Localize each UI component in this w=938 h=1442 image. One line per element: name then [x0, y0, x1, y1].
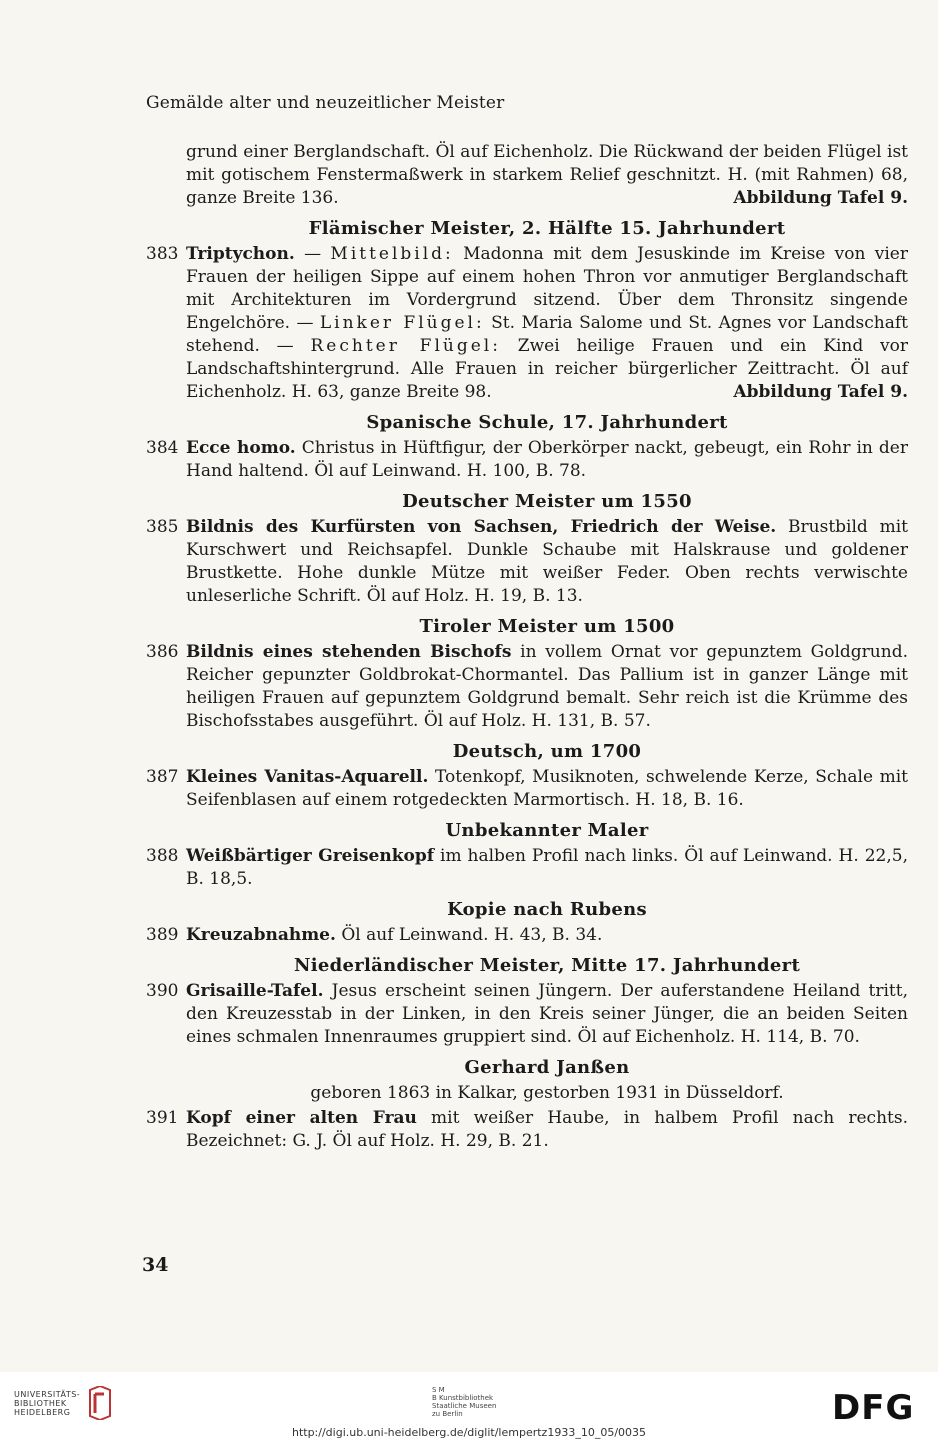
catalog-entry: 383 Triptychon. — Mittelbild: Madonna mit dem Jesuskinde im Kreise von vier Frauen der heiligen Sippe auf einem hohen Thron vor anmutiger Berglandschaft mit Architekturen im Vordergrund sitzend. Über dem Thronsitz singende Engelchöre. — Linker Flügel: St. Maria Salome und St. Agnes vor Landschaft stehend. — Rechter Flügel: Zwei heilige Frauen und ein Kind vor Landschaftshintergrund. Alle Frauen in reicher bürgerlicher Zeittracht. Öl auf Eichenholz. H. 63, ganze Breite 98. Abbildung Tafel 9. — [146, 244, 909, 402]
university-emblem-icon — [86, 1386, 114, 1420]
section-heading: Gerhard Janßen — [464, 1057, 630, 1078]
catalog-entry: 386 Bildnis eines stehenden Bischofs in vollem Ornat vor gepunztem Goldgrund. Reicher gepunzter Goldbrokat-Chormantel. Das Pallium ist in ganzer Länge mit heiligen Frauen auf gepunztem Goldgrund bemalt. Sehr reich ist die Krümme des Bischofsstabes ausgeführt. Öl auf Holz. H. 131, B. 57. — [146, 642, 908, 731]
entry-number: 389 — [146, 925, 179, 945]
section-heading: Niederländischer Meister, Mitte 17. Jahrhundert — [293, 955, 801, 976]
entry-number: 385 — [146, 517, 179, 537]
university-library-logo: UNIVERSITÄTS- BIBLIOTHEK HEIDELBERG — [14, 1390, 81, 1417]
catalog-entry: 389 Kreuzabnahme. Öl auf Leinwand. H. 43, B. 34. — [146, 925, 603, 945]
catalog-entry: 391 Kopf einer alten Frau mit weißer Haube, in halbem Profil nach rechts. Bezeichnet: G. J. Öl auf Holz. H. 29, B. 21. — [146, 1108, 908, 1151]
section-heading: Spanische Schule, 17. Jahrhundert — [366, 412, 728, 433]
entry-title: Kreuzabnahme. — [186, 925, 336, 945]
entry-title: Kopf einer alten Frau — [186, 1108, 417, 1128]
section-heading: Deutsch, um 1700 — [452, 741, 642, 762]
entry-title: Grisaille-Tafel. — [186, 981, 324, 1001]
figure-reference: Abbildung Tafel 9. — [733, 382, 908, 402]
section-heading: Deutscher Meister um 1550 — [402, 491, 692, 512]
entry-title: Bildnis des Kurfürsten von Sachsen, Friedrich der Weise. — [186, 517, 777, 537]
entry-number: 386 — [146, 642, 179, 662]
entry-number: 383 — [146, 244, 179, 264]
entry-number: 387 — [146, 767, 179, 787]
digitization-footer — [0, 1372, 938, 1442]
section-heading: Flämischer Meister, 2. Hälfte 15. Jahrhundert — [308, 218, 786, 239]
panel-label: Rechter Flügel: — [310, 336, 501, 356]
entry-number: 388 — [146, 846, 179, 866]
entry-title: Bildnis eines stehenden Bischofs — [186, 642, 512, 662]
catalog-entry: 385 Bildnis des Kurfürsten von Sachsen, Friedrich der Weise. Brustbild mit Kurschwert und Reichsapfel. Dunkle Schaube mit Halskrause und goldener Brustkette. Hohe dunkle Mütze mit weißer Feder. Oben rechts verwischte unleserliche Schrift. Öl auf Holz. H. 19, B. 13. — [146, 517, 908, 606]
running-title: Gemälde alter und neuzeitlicher Meister — [146, 93, 505, 113]
catalog-text — [146, 141, 908, 1153]
dfg-logo: DFG — [832, 1388, 915, 1428]
continuation-paragraph: grund einer Berglandschaft. Öl auf Eichenholz. Die Rückwand der beiden Flügel ist mit gotischem Fenstermaßwerk in starkem Relief geschnitzt. H. (mit Rahmen) 68, ganze Breite 136. Abbildung Tafel 9. — [186, 142, 908, 208]
entry-title: Kleines Vanitas-Aquarell. — [186, 767, 429, 787]
entry-number: 391 — [146, 1108, 179, 1128]
entry-title: Weißbärtiger Greisenkopf — [186, 846, 435, 866]
catalog-entry: 390 Grisaille-Tafel. Jesus erscheint seinen Jüngern. Der auferstandene Heiland tritt, den Kreuzesstab in der Linken, in den Kreis seiner Jünger, die an beiden Seiten eines schmalen Innenraumes gruppiert sind. Öl auf Eichenholz. H. 114, B. 70. — [146, 981, 908, 1047]
section-heading: Tiroler Meister um 1500 — [419, 616, 675, 637]
permalink[interactable]: http://digi.ub.uni-heidelberg.de/diglit/lempertz1933_10_05/0035 — [291, 1426, 647, 1439]
panel-label: Mittelbild: — [330, 244, 454, 264]
figure-reference: Abbildung Tafel 9. — [733, 188, 908, 208]
entry-number: 384 — [146, 438, 179, 458]
kunstbibliothek-logo: S M B Kunstbibliothek Staatliche Museen zu Berlin — [432, 1386, 497, 1418]
section-heading: Unbekannter Maler — [445, 820, 649, 841]
entry-number: 390 — [146, 981, 179, 1001]
catalog-entry: 387 Kleines Vanitas-Aquarell. Totenkopf, Musiknoten, schwelende Kerze, Schale mit Seifenblasen auf einem rotgedeckten Marmortisch. H. 18, B. 16. — [146, 767, 908, 810]
artist-biography: geboren 1863 in Kalkar, gestorben 1931 in Düsseldorf. — [310, 1083, 784, 1103]
catalog-entry: 384 Ecce homo. Christus in Hüftfigur, der Oberkörper nackt, gebeugt, ein Rohr in der Hand haltend. Öl auf Leinwand. H. 100, B. 78. — [146, 438, 908, 481]
page-number: 34 — [142, 1254, 169, 1276]
section-heading: Kopie nach Rubens — [447, 899, 647, 920]
entry-title: Ecce homo. — [186, 438, 296, 458]
panel-label: Linker Flügel: — [319, 313, 485, 333]
entry-title: Triptychon. — [186, 244, 295, 264]
catalog-entry: 388 Weißbärtiger Greisenkopf im halben Profil nach links. Öl auf Leinwand. H. 22,5, B. 18,5. — [146, 846, 908, 889]
